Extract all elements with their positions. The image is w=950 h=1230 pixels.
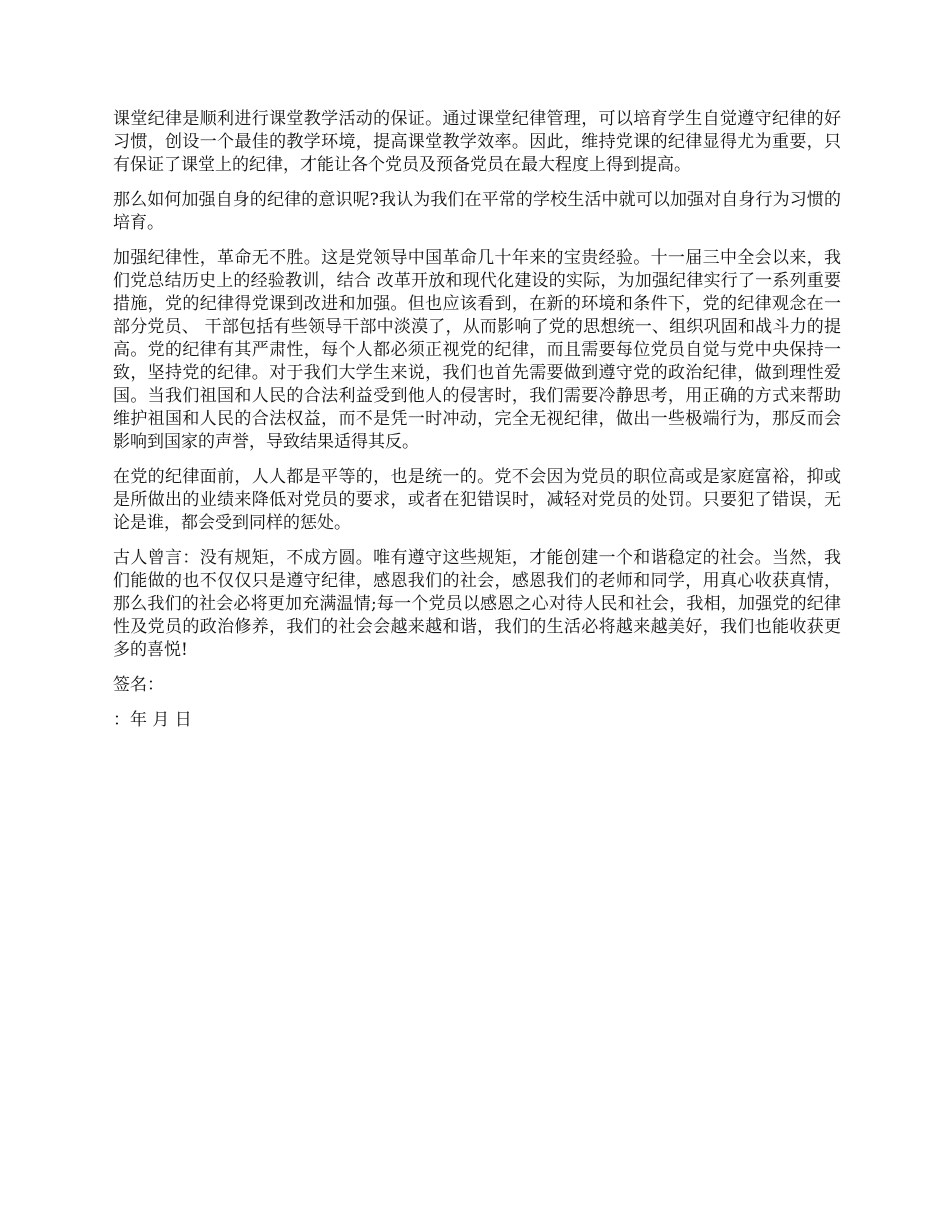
paragraph-4: 在党的纪律面前，人人都是平等的，也是统一的。党不会因为党员的职位高或是家庭富裕，抑或是所做出的业绩来降低对党员的要求，或者在犯错误时，减轻对党员的处罚。只要犯了错误，无论是谁，都会受到同样的惩处。 <box>113 467 841 533</box>
paragraph-2: 那么如何加强自身的纪律的意识呢?我认为我们在平常的学校生活中就可以加强对自身行为习惯的培育。 <box>113 190 841 233</box>
paragraph-5: 古人曾言：没有规矩，不成方圆。唯有遵守这些规矩，才能创建一个和谐稳定的社会。当然，我们能做的也不仅仅只是遵守纪律，感恩我们的社会，感恩我们的老师和同学，用真心收获真情，那么我们的社会必将更加充满温情;每一个党员以感恩之心对待人民和社会，我相，加强党的纪律性及党员的政治修养，我们的社会会越来越和谐，我们的生活必将越来越美好，我们也能收获更多的喜悦! <box>113 548 841 660</box>
signature-label: 签名： <box>113 675 164 695</box>
date-line: ：年 月 日 <box>113 710 192 730</box>
paragraph-3: 加强纪律性，革命无不胜。这是党领导中国革命几十年来的宝贵经验。十一届三中全会以来，我们党总结历史上的经验教训，结合 改革开放和现代化建设的实际，为加强纪律实行了一系列重要措施，党的纪律得党课到改进和加强。但也应该看到，在新的环境和条件下，党的纪律观念在一部分党员、 干部包括有些领导干部中淡漠了，从而影响了党的思想统一、组织巩固和战斗力的提高。党的纪律有其严肃性，每个人都必须正视党的纪律，而且需要每位党员自觉与党中央保持一致，坚持党的纪律。对于我们大学生来说，我们也首先需要做到遵守党的政治纪律，做到理性爱国。当我们祖国和人民的合法利益受到他人的侵害时，我们需要冷静思考，用正确的方式来帮助维护祖国和人民的合法权益，而不是凭一时冲动，完全无视纪律，做出一些极端行为，那反而会影响到国家的声誉，导致结果适得其反。 <box>113 248 841 452</box>
document-body <box>113 108 841 732</box>
paragraph-1: 课堂纪律是顺利进行课堂教学活动的保证。通过课堂纪律管理，可以培育学生自觉遵守纪律的好习惯，创设一个最佳的教学环境，提高课堂教学效率。因此，维持党课的纪律显得尤为重要，只有保证了课堂上的纪律，才能让各个党员及预备党员在最大程度上得到提高。 <box>113 109 841 175</box>
